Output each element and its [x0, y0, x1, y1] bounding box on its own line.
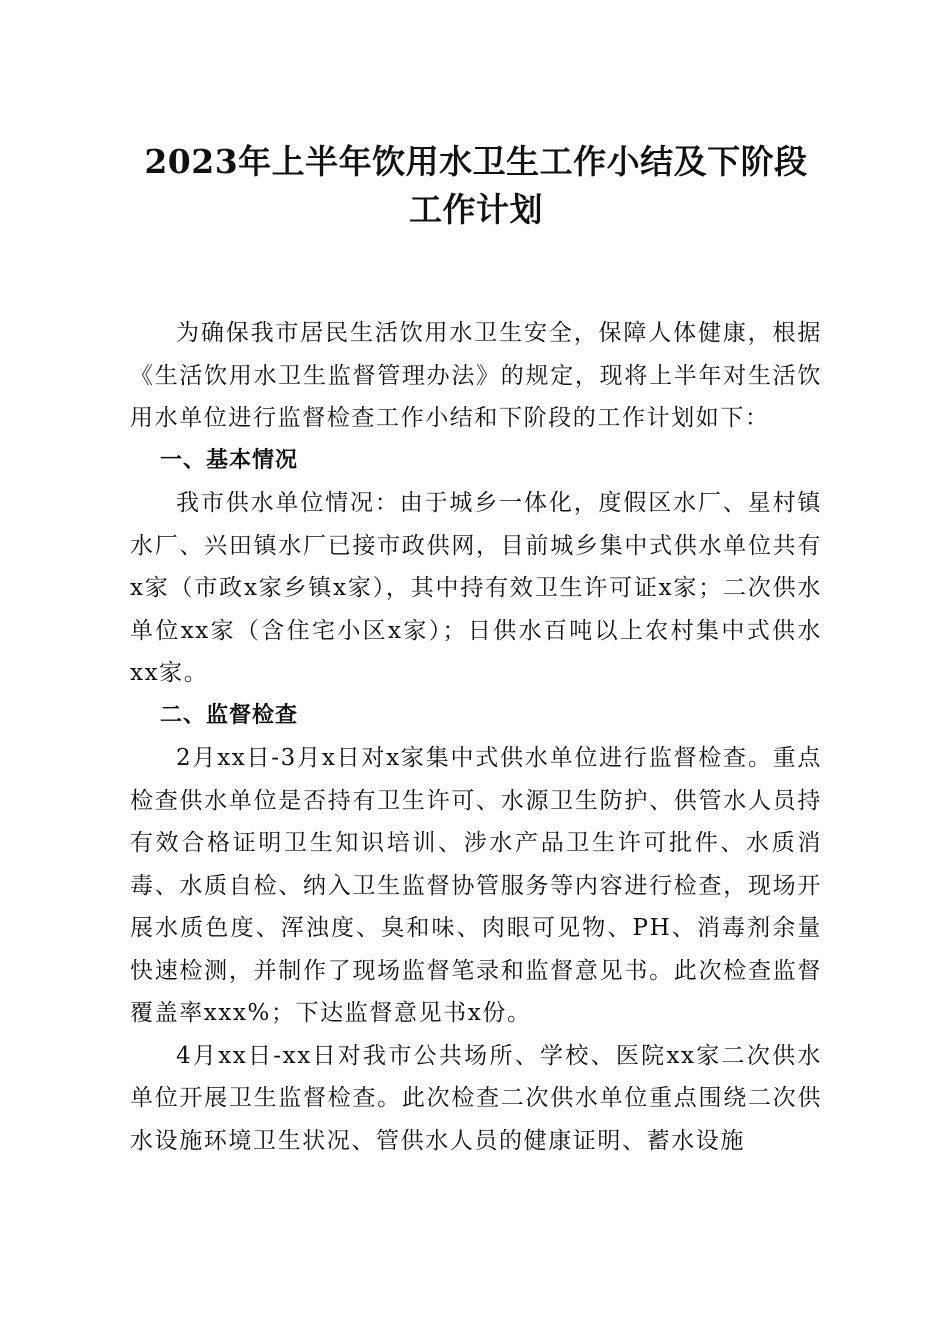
document-title [130, 138, 822, 234]
section-heading-inspection: 二、监督检查 [160, 702, 299, 728]
basic-info-paragraph: 我市供水单位情况：由于城乡一体化，度假区水厂、星村镇水厂、兴田镇水厂已接市政供网，目前城乡集中式供水单位共有x家（市政x家乡镇x家），其中持有效卫生许可证x家；二次供水单位xx家（含住宅小区x家）；日供水百吨以上农村集中式供水xx家。 [130, 490, 822, 686]
inspection-paragraph-1: 2月xx日-3月x日对x家集中式供水单位进行监督检查。重点检查供水单位是否持有卫生许可、水源卫生防护、供管水人员持有效合格证明卫生知识培训、涉水产品卫生许可批件、水质消毒、水质自检、纳入卫生监督协管服务等内容进行检查，现场开展水质色度、浑浊度、臭和味、肉眼可见物、PH、消毒剂余量快速检测，并制作了现场监督笔录和监督意见书。此次检查监督覆盖率xxx%；下达监督意见书x份。 [130, 745, 822, 1026]
intro-paragraph: 为确保我市居民生活饮用水卫生安全，保障人体健康，根据《生活饮用水卫生监督管理办法》的规定，现将上半年对生活饮用水单位进行监督检查工作小结和下阶段的工作计划如下： [130, 320, 822, 431]
inspection-paragraph-2: 4月xx日-xx日对我市公共场所、学校、医院xx家二次供水单位开展卫生监督检查。此次检查二次供水单位重点围绕二次供水设施环境卫生状况、管供水人员的健康证明、蓄水设施 [130, 1042, 822, 1154]
document-page [130, 138, 822, 1162]
title-line-2: 工作计划 [409, 190, 543, 229]
document-body [130, 312, 822, 1162]
section-heading-basic-info: 一、基本情况 [160, 447, 299, 473]
title-line-1: 2023年上半年饮用水卫生工作小结及下阶段 [144, 142, 808, 181]
